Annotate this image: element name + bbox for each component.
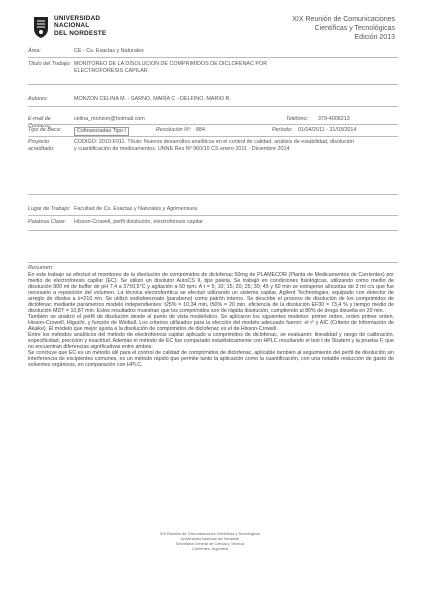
autores-label: Autores: xyxy=(28,96,49,102)
divider xyxy=(28,84,398,85)
footer-line: XIX Reunión de Comunicaciones Científicas y Tecnológicas xyxy=(159,532,261,536)
divider xyxy=(28,262,398,263)
area-value: CE - Cs. Exactas y Naturales xyxy=(74,48,144,54)
divider xyxy=(28,215,398,216)
divider xyxy=(28,136,398,137)
resumen-paragraph: Entre los métodos analíticos del método de electroforesis capilar aplicado a comprimidos de diclofenac, se evaluaron: linealidad y rango de calibración, especificidad, precisión y exactitud. Además el método de EC fue comparado estadísticamente con HPLC resultando el test t de Student y la prueba F, que no encuentran diferencias significativas entre ambos. xyxy=(28,332,394,350)
proyecto-value: CODIGO: 2010-F011. Título: Nuevos desarrollos analíticos en el control de calidad, análisis de estabilidad, disolución y cuantificación de medicamentos. UNNE Res Nº 960/10 CS enero 2011 - Diciembre 2014 xyxy=(74,139,354,152)
area-label: Área: xyxy=(28,48,41,54)
event-title-line2: Científicas y Tecnológicas xyxy=(314,24,395,32)
resumen-paragraph: También se analizó el perfil de disolución desde el punto de vista modelístico. Se aplicaron los siguientes modelos: primer orden, orden primer orden, Hixson-Crowell, Higuchi, y función de Weibull. Los criterios utilizados para la elección del modelo adecuado fueron: el r² y AIC (Criterio de Información de Akaike). El modelo que mejor ajusta a la disolución de comprimidos de diclofenac es el de Hixson-Crowell. xyxy=(28,314,394,332)
proyecto-row xyxy=(28,139,398,163)
periodo-label: Período: xyxy=(272,127,293,133)
resumen-title: Resumen: xyxy=(28,265,54,271)
telefono-value: 379-4008213 xyxy=(318,116,350,122)
resolucion-value: 884 xyxy=(196,127,205,133)
periodo-value: 01/04/2011 - 31/03/2014 xyxy=(298,127,357,133)
university-name-line2: NACIONAL xyxy=(54,22,90,30)
event-title xyxy=(292,16,395,42)
tipo-beca-value: Cofinanciadas Tipo I xyxy=(74,127,129,136)
titulo-row xyxy=(28,61,398,77)
resumen-paragraph: En este trabajo se efectuó el monitoreo de la disolución de comprimidos de diclofenac 50mg de PLAMECOR (Planta de Medicamentos de Corrientes) por medio de electroforesis capilar (EC). Se utilizó un disolutor AutoCS II, tipo paleta. Se trabajó en condiciones fisiológicas, utilizando como medio de disolución 900 ml de buffer de pH 7,4 a 37±0,5°C y agitación a 50 rpm. A t = 5; 10; 15; 20; 25; 30; 45 y 60 min se extrajeron alícuotas de 3 ml c/u que fue necesario a reposición del volumen. La técnica electroforética se efectuó utilizando un sistema capilar, Agilent Technologies, equipado con detector de arreglo de diodos a λ=210 nm. Se utilizó sodiobenzoato (parabeno) como patrón interno. Se describe el proceso de disolución de los comprimidos de diclofenac mediante parámetros modelo independientes: t25% = 10,34 min, t50% = 20 min, eficiencia de la disolución EF30 = 73,4 % y tiempo medio de disolución MDT = 10,87 min. Estos resultados muestran que los comprimidos son de rápida disolución, cumpliendo al 80% de droga disuelta en 20 min. xyxy=(28,272,394,314)
email-label: E-mail de Contacto: xyxy=(28,116,52,129)
titulo-value: MONITOREO DE LA DISOLUCION DE COMPRIMIDOS DE DICLOFENAC POR ELECTROFORESIS CAPILAR xyxy=(74,61,268,74)
tipo-beca-label: Tipo de Beca: xyxy=(28,127,62,133)
university-name-line3: DEL NORDESTE xyxy=(54,29,107,37)
resumen-paragraph: Se concluye que EC es un método útil para el control de calidad de comprimidos de diclofenac, aplicable también al seguimiento del perfil de disolución sin interferencia de excipientes comunes, es un método rápido que permite tanto la aplicación como la cuantificación, con una notable reducción de gasto de solventes orgánicos, en comparación con HPLC. xyxy=(28,350,394,368)
titulo-label: Título del Trabajo: xyxy=(28,61,72,67)
palabras-clave-value: Hixson-Crowell, perfil disolución, electroforesis capilar xyxy=(74,219,203,225)
lugar-value: Facultad de Cs. Exactas y Naturales y Agrimensura xyxy=(74,206,198,212)
lugar-label: Lugar de Trabajo: xyxy=(28,206,71,212)
event-title-line1: XIX Reunión de Comunicaciones xyxy=(292,16,395,23)
divider xyxy=(28,124,398,125)
autores-value: MONZON CELINA M. - SARNO, MARÍA C - DELFINO, MARIO R. xyxy=(74,96,231,102)
email-value: celina_monzon@hotmail.com xyxy=(74,116,145,122)
resolucion-label: Resolución Nº: xyxy=(156,127,192,133)
palabras-clave-label: Palabras Clave: xyxy=(28,219,67,225)
telefono-label: Teléfono: xyxy=(286,116,308,122)
proyecto-label: Proyecto acreditado: xyxy=(28,139,55,152)
page-footer xyxy=(110,532,310,552)
university-logo xyxy=(32,15,106,39)
footer-line: Corrientes, Argentina xyxy=(192,547,228,551)
divider xyxy=(28,57,398,58)
footer-line: Universidad Nacional del Nordeste xyxy=(180,537,240,541)
divider xyxy=(28,194,398,195)
footer-line: Secretaría General de Ciencia y Técnica xyxy=(175,542,245,546)
event-edition: Edición 2013 xyxy=(354,33,395,41)
resumen-body xyxy=(28,272,394,368)
divider xyxy=(28,106,398,107)
university-name-line1: UNIVERSIDAD xyxy=(54,15,101,22)
divider xyxy=(28,230,398,231)
university-seal-icon xyxy=(32,15,50,39)
